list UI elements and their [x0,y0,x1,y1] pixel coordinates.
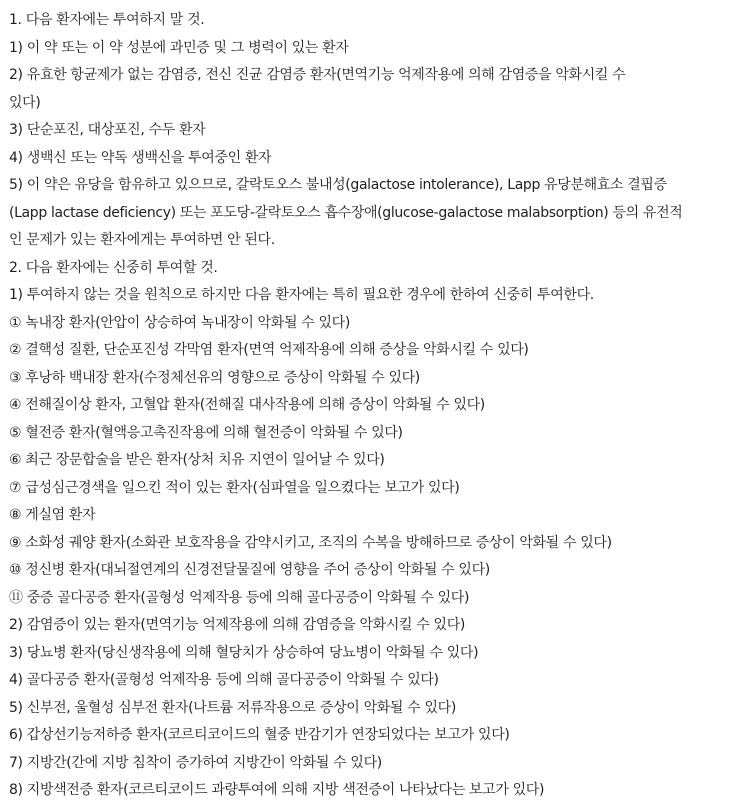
text-line: ⑪ 중증 골다공증 환자(골형성 억제작용 등에 의해 골다공증이 악화될 수 있다) [9,589,470,606]
text-line: ⑥ 최근 장문합술을 받은 환자(상처 치유 지연이 일어날 수 있다) [9,452,385,468]
text-line: 3) 단순포진, 대상포진, 수두 환자 [9,122,206,138]
text-line: ⑤ 혈전증 환자(혈액응고촉진작용에 의해 혈전증이 악화될 수 있다) [9,424,403,441]
text-line: 2) 유효한 항균제가 없는 감염증, 전신 진균 감염증 환자(면역기능 억제작용에 의해 감염증을 악화시킬 수 [9,67,626,83]
text-line: (Lapp lactase deficiency) 또는 포도당-갈락토오스 흡수장애(glucose-galactose malabsorption) 등의 유전적 [9,204,683,221]
text-line: 4) 생백신 또는 약독 생백신을 투여중인 환자 [9,149,272,166]
section-heading-precautions: 2. 다음 환자에는 신중히 투여할 것. [9,259,218,276]
text-line: 1) 이 약 또는 이 약 성분에 과민증 및 그 병력이 있는 환자 [9,39,349,56]
text-line: 6) 갑상선기능저하증 환자(코르티코이드의 혈중 반감기가 연장되었다는 보고가 있다) [9,727,510,743]
text-line: 1) 투여하지 않는 것을 원칙으로 하지만 다음 환자에는 특히 필요한 경우에 한하여 신중히 투여한다. [9,287,594,303]
text-line: 5) 이 약은 유당을 함유하고 있으므로, 갈락토오스 불내성(galactose intolerance), Lapp 유당분해효소 결핍증 [9,177,667,193]
text-line: ② 결핵성 질환, 단순포진성 각막염 환자(면역 억제작용에 의해 증상을 악화시킬 수 있다) [9,342,529,358]
text-line: 8) 지방색전증 환자(코르티코이드 과량투여에 의해 지방 색전증이 나타났다는 보고가 있다) [9,782,545,798]
text-line: 2) 감염증이 있는 환자(면역기능 억제작용에 의해 감염증을 악화시킬 수 있다) [9,617,466,633]
text-line: 7) 지방간(간에 지방 침착이 증가하여 지방간이 악화될 수 있다) [9,754,382,771]
text-line: ⑩ 정신병 환자(대뇌절연계의 신경전달물질에 영향을 주어 증상이 악화될 수 있다) [9,562,490,578]
text-line: 3) 당뇨병 환자(당신생작용에 의해 혈당치가 상승하여 당뇨병이 악화될 수 있다) [9,644,479,661]
text-line: ④ 전해질이상 환자, 고혈압 환자(전해질 대사작용에 의해 증상이 악화될 수 있다) [9,397,485,413]
section-heading-contraindications: 1. 다음 환자에는 투여하지 말 것. [9,12,205,28]
text-line: ① 녹내장 환자(안압이 상승하여 녹내장이 악화될 수 있다) [9,314,350,331]
text-line: 5) 신부전, 울혈성 심부전 환자(나트륨 저류작용으로 증상이 악화될 수 있다) [9,699,456,716]
text-line: 인 문제가 있는 환자에게는 투여하면 안 된다. [9,232,275,248]
text-line: 4) 골다공증 환자(골형성 억제작용 등에 의해 골다공증이 악화될 수 있다) [9,672,439,688]
text-line: 있다) [9,94,41,111]
text-line: ⑧ 게실염 환자 [9,507,96,523]
text-line: ⑦ 급성심근경색을 일으킨 적이 있는 환자(심파열을 일으켰다는 보고가 있다) [9,479,460,496]
text-line: ⑨ 소화성 궤양 환자(소화관 보호작용을 감약시키고, 조직의 수복을 방해하므로 증상이 악화될 수 있다) [9,534,612,551]
text-line: ③ 후낭하 백내장 환자(수정체선유의 영향으로 증상이 악화될 수 있다) [9,369,420,386]
